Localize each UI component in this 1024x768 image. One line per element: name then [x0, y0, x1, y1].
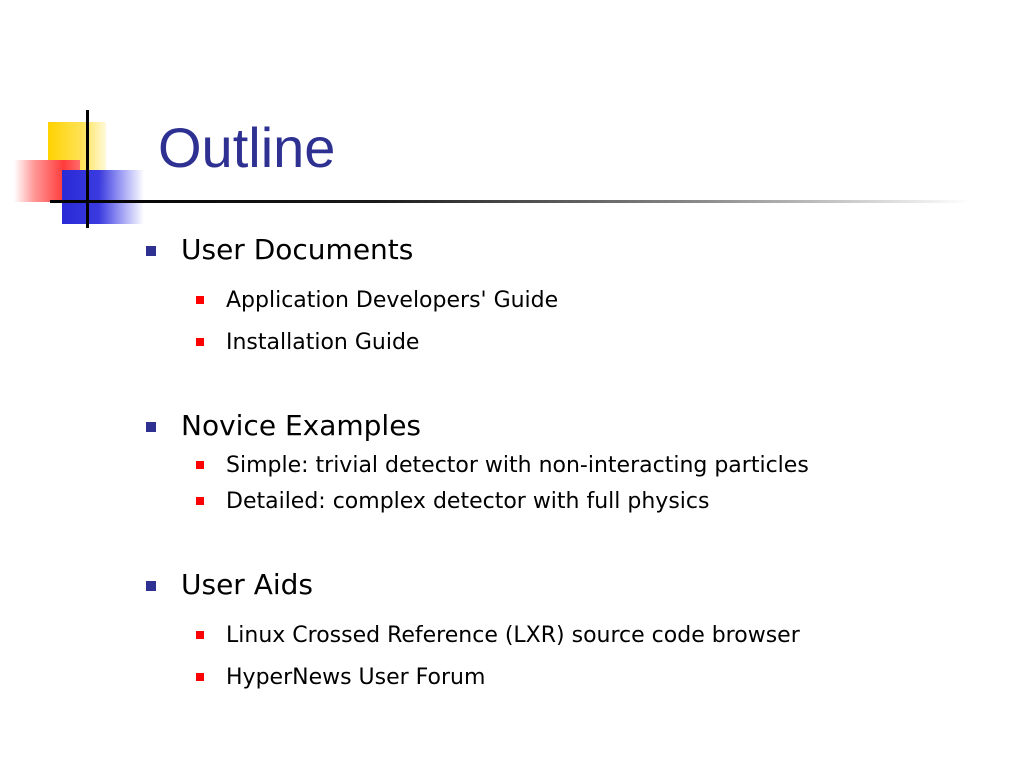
section-label: User Documents	[181, 233, 414, 266]
section-label: Novice Examples	[181, 409, 422, 442]
list-item-label: Linux Crossed Reference (LXR) source code browser	[226, 623, 800, 648]
square-bullet-icon	[196, 673, 204, 681]
square-bullet-icon	[196, 296, 204, 304]
square-bullet-icon	[146, 581, 156, 591]
slide-title: Outline	[158, 116, 336, 179]
square-bullet-icon	[196, 497, 204, 505]
square-bullet-icon	[146, 246, 156, 256]
list-item-label: Installation Guide	[226, 330, 420, 355]
list-item-label: Application Developers' Guide	[226, 288, 559, 313]
square-bullet-icon	[196, 338, 204, 346]
square-bullet-icon	[146, 422, 156, 432]
square-bullet-icon	[196, 461, 204, 469]
list-item-label: HyperNews User Forum	[226, 665, 486, 690]
section-label: User Aids	[181, 568, 314, 601]
list-item-label: Simple: trivial detector with non-interacting particles	[226, 453, 809, 478]
list-item-label: Detailed: complex detector with full physics	[226, 489, 710, 514]
square-bullet-icon	[196, 631, 204, 639]
